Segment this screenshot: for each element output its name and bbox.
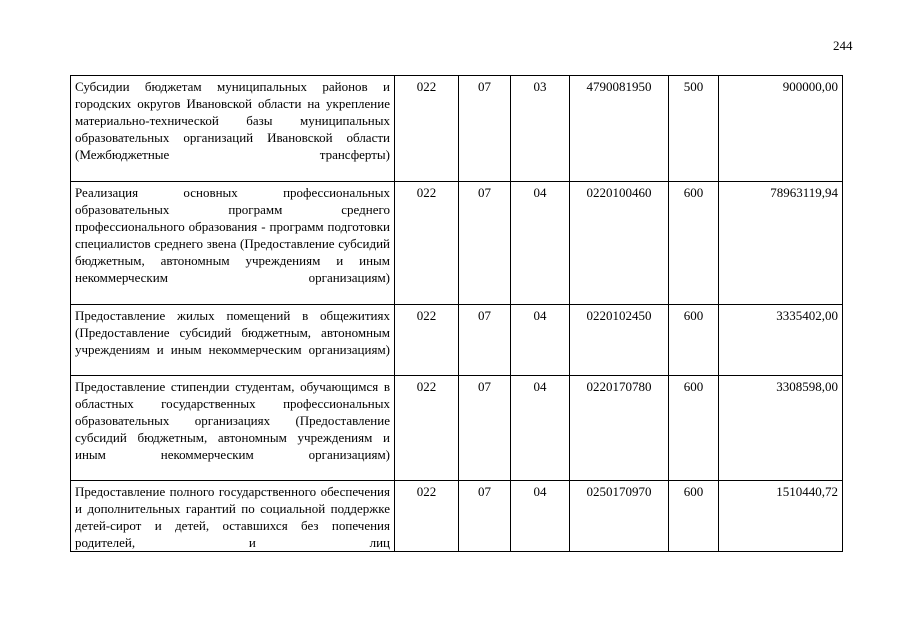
section-code: 07	[459, 305, 511, 376]
table-row	[71, 305, 843, 376]
row-description: Предоставление полного государственного обеспечения и дополнительных гарантий по социальной поддержке детей-сирот и детей, оставшихся без попечения родителей, и лиц	[71, 481, 395, 552]
ministry-code: 022	[395, 305, 459, 376]
section-code: 07	[459, 376, 511, 481]
table-row	[71, 376, 843, 481]
table-row	[71, 76, 843, 182]
expense-type-code: 600	[669, 182, 719, 305]
target-article-code: 0220100460	[570, 182, 669, 305]
row-description: Реализация основных профессиональных образовательных программ среднего профессионального образования - программ подготовки специалистов среднего звена (Предоставление субсидий бюджетным, автономным учреждениям и иным некоммерческим организациям)	[71, 182, 395, 305]
subsection-code: 04	[511, 305, 570, 376]
target-article-code: 0220102450	[570, 305, 669, 376]
expense-type-code: 600	[669, 305, 719, 376]
amount: 1510440,72	[719, 481, 843, 552]
expense-type-code: 600	[669, 376, 719, 481]
table-row	[71, 182, 843, 305]
amount: 78963119,94	[719, 182, 843, 305]
target-article-code: 0250170970	[570, 481, 669, 552]
row-description: Предоставление стипендии студентам, обучающимся в областных государственных профессиональных образовательных организациях (Предоставление субсидий бюджетным, автономным учреждениям и иным некоммерческим организациям)	[71, 376, 395, 481]
ministry-code: 022	[395, 376, 459, 481]
amount: 3335402,00	[719, 305, 843, 376]
section-code: 07	[459, 481, 511, 552]
amount: 3308598,00	[719, 376, 843, 481]
section-code: 07	[459, 76, 511, 182]
amount: 900000,00	[719, 76, 843, 182]
row-description: Предоставление жилых помещений в общежитиях (Предоставление субсидий бюджетным, автономным учреждениям и иным некоммерческим организациям)	[71, 305, 395, 376]
expense-type-code: 500	[669, 76, 719, 182]
section-code: 07	[459, 182, 511, 305]
ministry-code: 022	[395, 182, 459, 305]
ministry-code: 022	[395, 76, 459, 182]
target-article-code: 0220170780	[570, 376, 669, 481]
table-row	[71, 481, 843, 552]
subsection-code: 04	[511, 376, 570, 481]
target-article-code: 4790081950	[570, 76, 669, 182]
row-description: Субсидии бюджетам муниципальных районов и городских округов Ивановской области на укрепление материально-технической базы муниципальных образовательных организаций Ивановской области (Межбюджетные трансферты)	[71, 76, 395, 182]
ministry-code: 022	[395, 481, 459, 552]
subsection-code: 03	[511, 76, 570, 182]
budget-table	[70, 75, 843, 552]
subsection-code: 04	[511, 182, 570, 305]
expense-type-code: 600	[669, 481, 719, 552]
subsection-code: 04	[511, 481, 570, 552]
page-number: 244	[833, 38, 853, 53]
